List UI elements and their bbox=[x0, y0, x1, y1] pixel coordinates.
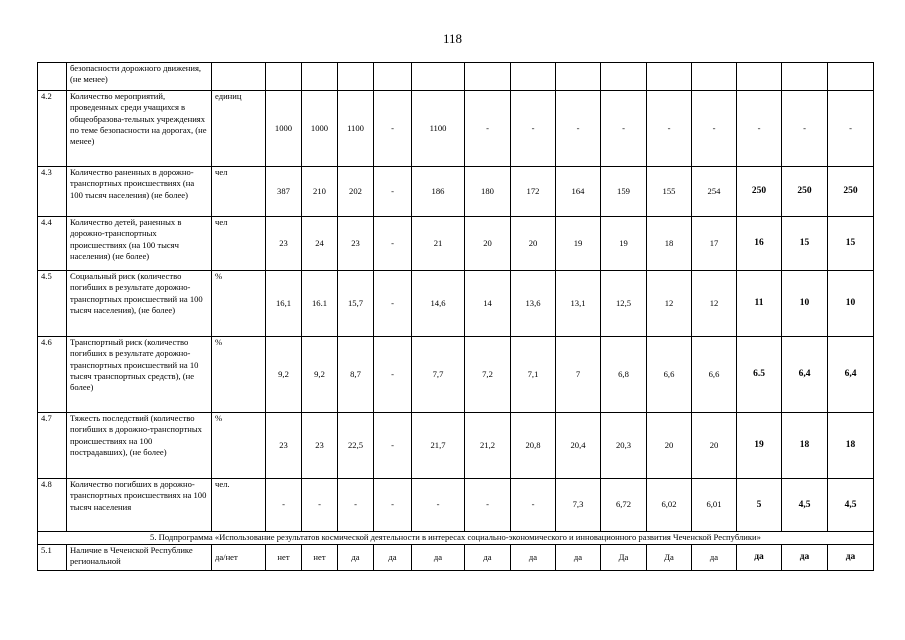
value-cell: 6,6 bbox=[692, 337, 737, 413]
value-cell: нет bbox=[302, 545, 338, 571]
indicator-name: Наличие в Чеченской Республике региональной bbox=[67, 545, 212, 571]
value-cell: 19 bbox=[737, 413, 782, 479]
value-cell: 9,2 bbox=[302, 337, 338, 413]
unit-cell: % bbox=[212, 413, 266, 479]
value-cell: 164 bbox=[556, 167, 601, 217]
indicator-name: Количество мероприятий, проведенных среди учащихся в общеобразова-тельных учреждениях по теме безопасности на дорогах, (не менее) bbox=[67, 91, 212, 167]
value-cell: 155 bbox=[647, 167, 692, 217]
value-cell: 20 bbox=[511, 217, 556, 271]
value-cell: - bbox=[302, 479, 338, 532]
value-cell: да bbox=[828, 545, 874, 571]
value-cell: 16,1 bbox=[266, 271, 302, 337]
value-cell: - bbox=[692, 91, 737, 167]
value-cell: - bbox=[511, 91, 556, 167]
row-number: 4.3 bbox=[38, 167, 67, 217]
unit-cell: % bbox=[212, 271, 266, 337]
value-cell bbox=[374, 63, 412, 91]
value-cell: 20,4 bbox=[556, 413, 601, 479]
value-cell: 15,7 bbox=[338, 271, 374, 337]
value-cell bbox=[782, 63, 828, 91]
value-cell: 21,2 bbox=[465, 413, 511, 479]
value-cell: - bbox=[511, 479, 556, 532]
value-cell: 202 bbox=[338, 167, 374, 217]
value-cell: 1100 bbox=[338, 91, 374, 167]
value-cell: 23 bbox=[266, 413, 302, 479]
indicator-name: Количество раненных в дорожно-транспортных происшествиях (на 100 тысяч населения) (не более) bbox=[67, 167, 212, 217]
value-cell: да bbox=[511, 545, 556, 571]
value-cell: - bbox=[374, 479, 412, 532]
value-cell: - bbox=[465, 91, 511, 167]
value-cell bbox=[465, 63, 511, 91]
value-cell: - bbox=[465, 479, 511, 532]
value-cell: 6,02 bbox=[647, 479, 692, 532]
table-row bbox=[38, 217, 874, 271]
value-cell: 15 bbox=[782, 217, 828, 271]
value-cell: 19 bbox=[601, 217, 647, 271]
value-cell: - bbox=[374, 91, 412, 167]
value-cell: да bbox=[737, 545, 782, 571]
value-cell: 6,4 bbox=[782, 337, 828, 413]
table-row bbox=[38, 271, 874, 337]
value-cell: 387 bbox=[266, 167, 302, 217]
value-cell: 20 bbox=[647, 413, 692, 479]
unit-cell bbox=[212, 63, 266, 91]
value-cell: - bbox=[828, 91, 874, 167]
value-cell: Да bbox=[601, 545, 647, 571]
value-cell: - bbox=[374, 217, 412, 271]
table-row bbox=[38, 63, 874, 91]
value-cell: 20 bbox=[692, 413, 737, 479]
value-cell: 9,2 bbox=[266, 337, 302, 413]
value-cell: 4,5 bbox=[828, 479, 874, 532]
table-row bbox=[38, 545, 874, 571]
unit-cell: единиц bbox=[212, 91, 266, 167]
value-cell bbox=[828, 63, 874, 91]
unit-cell: чел. bbox=[212, 479, 266, 532]
value-cell: да bbox=[412, 545, 465, 571]
value-cell: 14 bbox=[465, 271, 511, 337]
table-row bbox=[38, 413, 874, 479]
value-cell: - bbox=[374, 167, 412, 217]
table-row bbox=[38, 337, 874, 413]
value-cell: - bbox=[412, 479, 465, 532]
row-number: 5.1 bbox=[38, 545, 67, 571]
row-number: 4.2 bbox=[38, 91, 67, 167]
indicator-name: безопасности дорожного движения, (не менее) bbox=[67, 63, 212, 91]
indicator-name: Социальный риск (количество погибших в результате дорожно-транспортных происшествий на 100 тысяч населения), (не более) bbox=[67, 271, 212, 337]
value-cell: 6,01 bbox=[692, 479, 737, 532]
value-cell: 12 bbox=[647, 271, 692, 337]
value-cell: 16 bbox=[737, 217, 782, 271]
row-number: 4.6 bbox=[38, 337, 67, 413]
value-cell: 7 bbox=[556, 337, 601, 413]
value-cell: - bbox=[374, 337, 412, 413]
value-cell: - bbox=[782, 91, 828, 167]
value-cell: 7,1 bbox=[511, 337, 556, 413]
value-cell: 6.5 bbox=[737, 337, 782, 413]
value-cell bbox=[511, 63, 556, 91]
table-row bbox=[38, 91, 874, 167]
value-cell: 22,5 bbox=[338, 413, 374, 479]
value-cell: да bbox=[465, 545, 511, 571]
value-cell: 180 bbox=[465, 167, 511, 217]
page-number: 118 bbox=[442, 31, 463, 46]
value-cell bbox=[737, 63, 782, 91]
row-number bbox=[38, 63, 67, 91]
value-cell: 172 bbox=[511, 167, 556, 217]
value-cell: 14,6 bbox=[412, 271, 465, 337]
table-row bbox=[38, 479, 874, 532]
value-cell: да bbox=[338, 545, 374, 571]
value-cell bbox=[266, 63, 302, 91]
section-heading: 5. Подпрограмма «Использование результатов космической деятельности в интересах социально-экономического и инновационного развития Чеченской Республики» bbox=[38, 532, 874, 545]
value-cell bbox=[556, 63, 601, 91]
value-cell: нет bbox=[266, 545, 302, 571]
value-cell bbox=[302, 63, 338, 91]
value-cell: 10 bbox=[782, 271, 828, 337]
value-cell bbox=[692, 63, 737, 91]
indicator-name: Тяжесть последствий (количество погибших в дорожно-транспортных происшествиях на 100 пострадавших), (не более) bbox=[67, 413, 212, 479]
value-cell: да bbox=[692, 545, 737, 571]
value-cell bbox=[338, 63, 374, 91]
value-cell: да bbox=[374, 545, 412, 571]
value-cell: 19 bbox=[556, 217, 601, 271]
unit-cell: чел bbox=[212, 167, 266, 217]
value-cell: 20,8 bbox=[511, 413, 556, 479]
value-cell: 250 bbox=[782, 167, 828, 217]
value-cell: 186 bbox=[412, 167, 465, 217]
unit-cell: чел bbox=[212, 217, 266, 271]
unit-cell: % bbox=[212, 337, 266, 413]
row-number: 4.4 bbox=[38, 217, 67, 271]
value-cell: - bbox=[647, 91, 692, 167]
value-cell: 18 bbox=[828, 413, 874, 479]
indicators-table bbox=[37, 62, 874, 571]
table-row bbox=[38, 167, 874, 217]
value-cell: 12,5 bbox=[601, 271, 647, 337]
value-cell: 12 bbox=[692, 271, 737, 337]
value-cell: 8,7 bbox=[338, 337, 374, 413]
value-cell: 18 bbox=[782, 413, 828, 479]
value-cell: 17 bbox=[692, 217, 737, 271]
value-cell: 24 bbox=[302, 217, 338, 271]
value-cell: 16.1 bbox=[302, 271, 338, 337]
value-cell: 1100 bbox=[412, 91, 465, 167]
value-cell: 1000 bbox=[266, 91, 302, 167]
value-cell: - bbox=[601, 91, 647, 167]
value-cell: 6,4 bbox=[828, 337, 874, 413]
value-cell: 21 bbox=[412, 217, 465, 271]
indicator-name: Количество погибших в дорожно-транспортных происшествиях на 100 тысяч населения bbox=[67, 479, 212, 532]
value-cell: 15 bbox=[828, 217, 874, 271]
value-cell bbox=[647, 63, 692, 91]
value-cell: - bbox=[556, 91, 601, 167]
unit-cell: да/нет bbox=[212, 545, 266, 571]
value-cell: 254 bbox=[692, 167, 737, 217]
value-cell: 23 bbox=[338, 217, 374, 271]
value-cell: 7,3 bbox=[556, 479, 601, 532]
value-cell: - bbox=[338, 479, 374, 532]
value-cell: 21,7 bbox=[412, 413, 465, 479]
row-number: 4.7 bbox=[38, 413, 67, 479]
value-cell: 210 bbox=[302, 167, 338, 217]
value-cell: 4,5 bbox=[782, 479, 828, 532]
value-cell: 250 bbox=[828, 167, 874, 217]
value-cell: 6,8 bbox=[601, 337, 647, 413]
value-cell: 20 bbox=[465, 217, 511, 271]
value-cell: 13,6 bbox=[511, 271, 556, 337]
row-number: 4.8 bbox=[38, 479, 67, 532]
value-cell: - bbox=[374, 271, 412, 337]
value-cell: 10 bbox=[828, 271, 874, 337]
value-cell: 13,1 bbox=[556, 271, 601, 337]
value-cell: 6,72 bbox=[601, 479, 647, 532]
indicator-name: Количество детей, раненных в дорожно-транспортных происшествиях (на 100 тысяч населения) (не более) bbox=[67, 217, 212, 271]
row-number: 4.5 bbox=[38, 271, 67, 337]
indicator-name: Транспортный риск (количество погибших в результате дорожно-транспортных происшествий на 10 тысяч транспортных средств), (не более) bbox=[67, 337, 212, 413]
value-cell: 6,6 bbox=[647, 337, 692, 413]
value-cell bbox=[601, 63, 647, 91]
value-cell: 159 bbox=[601, 167, 647, 217]
value-cell: да bbox=[782, 545, 828, 571]
value-cell: - bbox=[737, 91, 782, 167]
section-row bbox=[38, 532, 874, 545]
value-cell: 7,2 bbox=[465, 337, 511, 413]
value-cell: 20,3 bbox=[601, 413, 647, 479]
value-cell: 23 bbox=[302, 413, 338, 479]
value-cell: 5 bbox=[737, 479, 782, 532]
value-cell: 1000 bbox=[302, 91, 338, 167]
value-cell: 23 bbox=[266, 217, 302, 271]
value-cell: 250 bbox=[737, 167, 782, 217]
value-cell: 11 bbox=[737, 271, 782, 337]
value-cell: - bbox=[374, 413, 412, 479]
value-cell: 18 bbox=[647, 217, 692, 271]
value-cell bbox=[412, 63, 465, 91]
value-cell: - bbox=[266, 479, 302, 532]
value-cell: да bbox=[556, 545, 601, 571]
value-cell: 7,7 bbox=[412, 337, 465, 413]
value-cell: Да bbox=[647, 545, 692, 571]
